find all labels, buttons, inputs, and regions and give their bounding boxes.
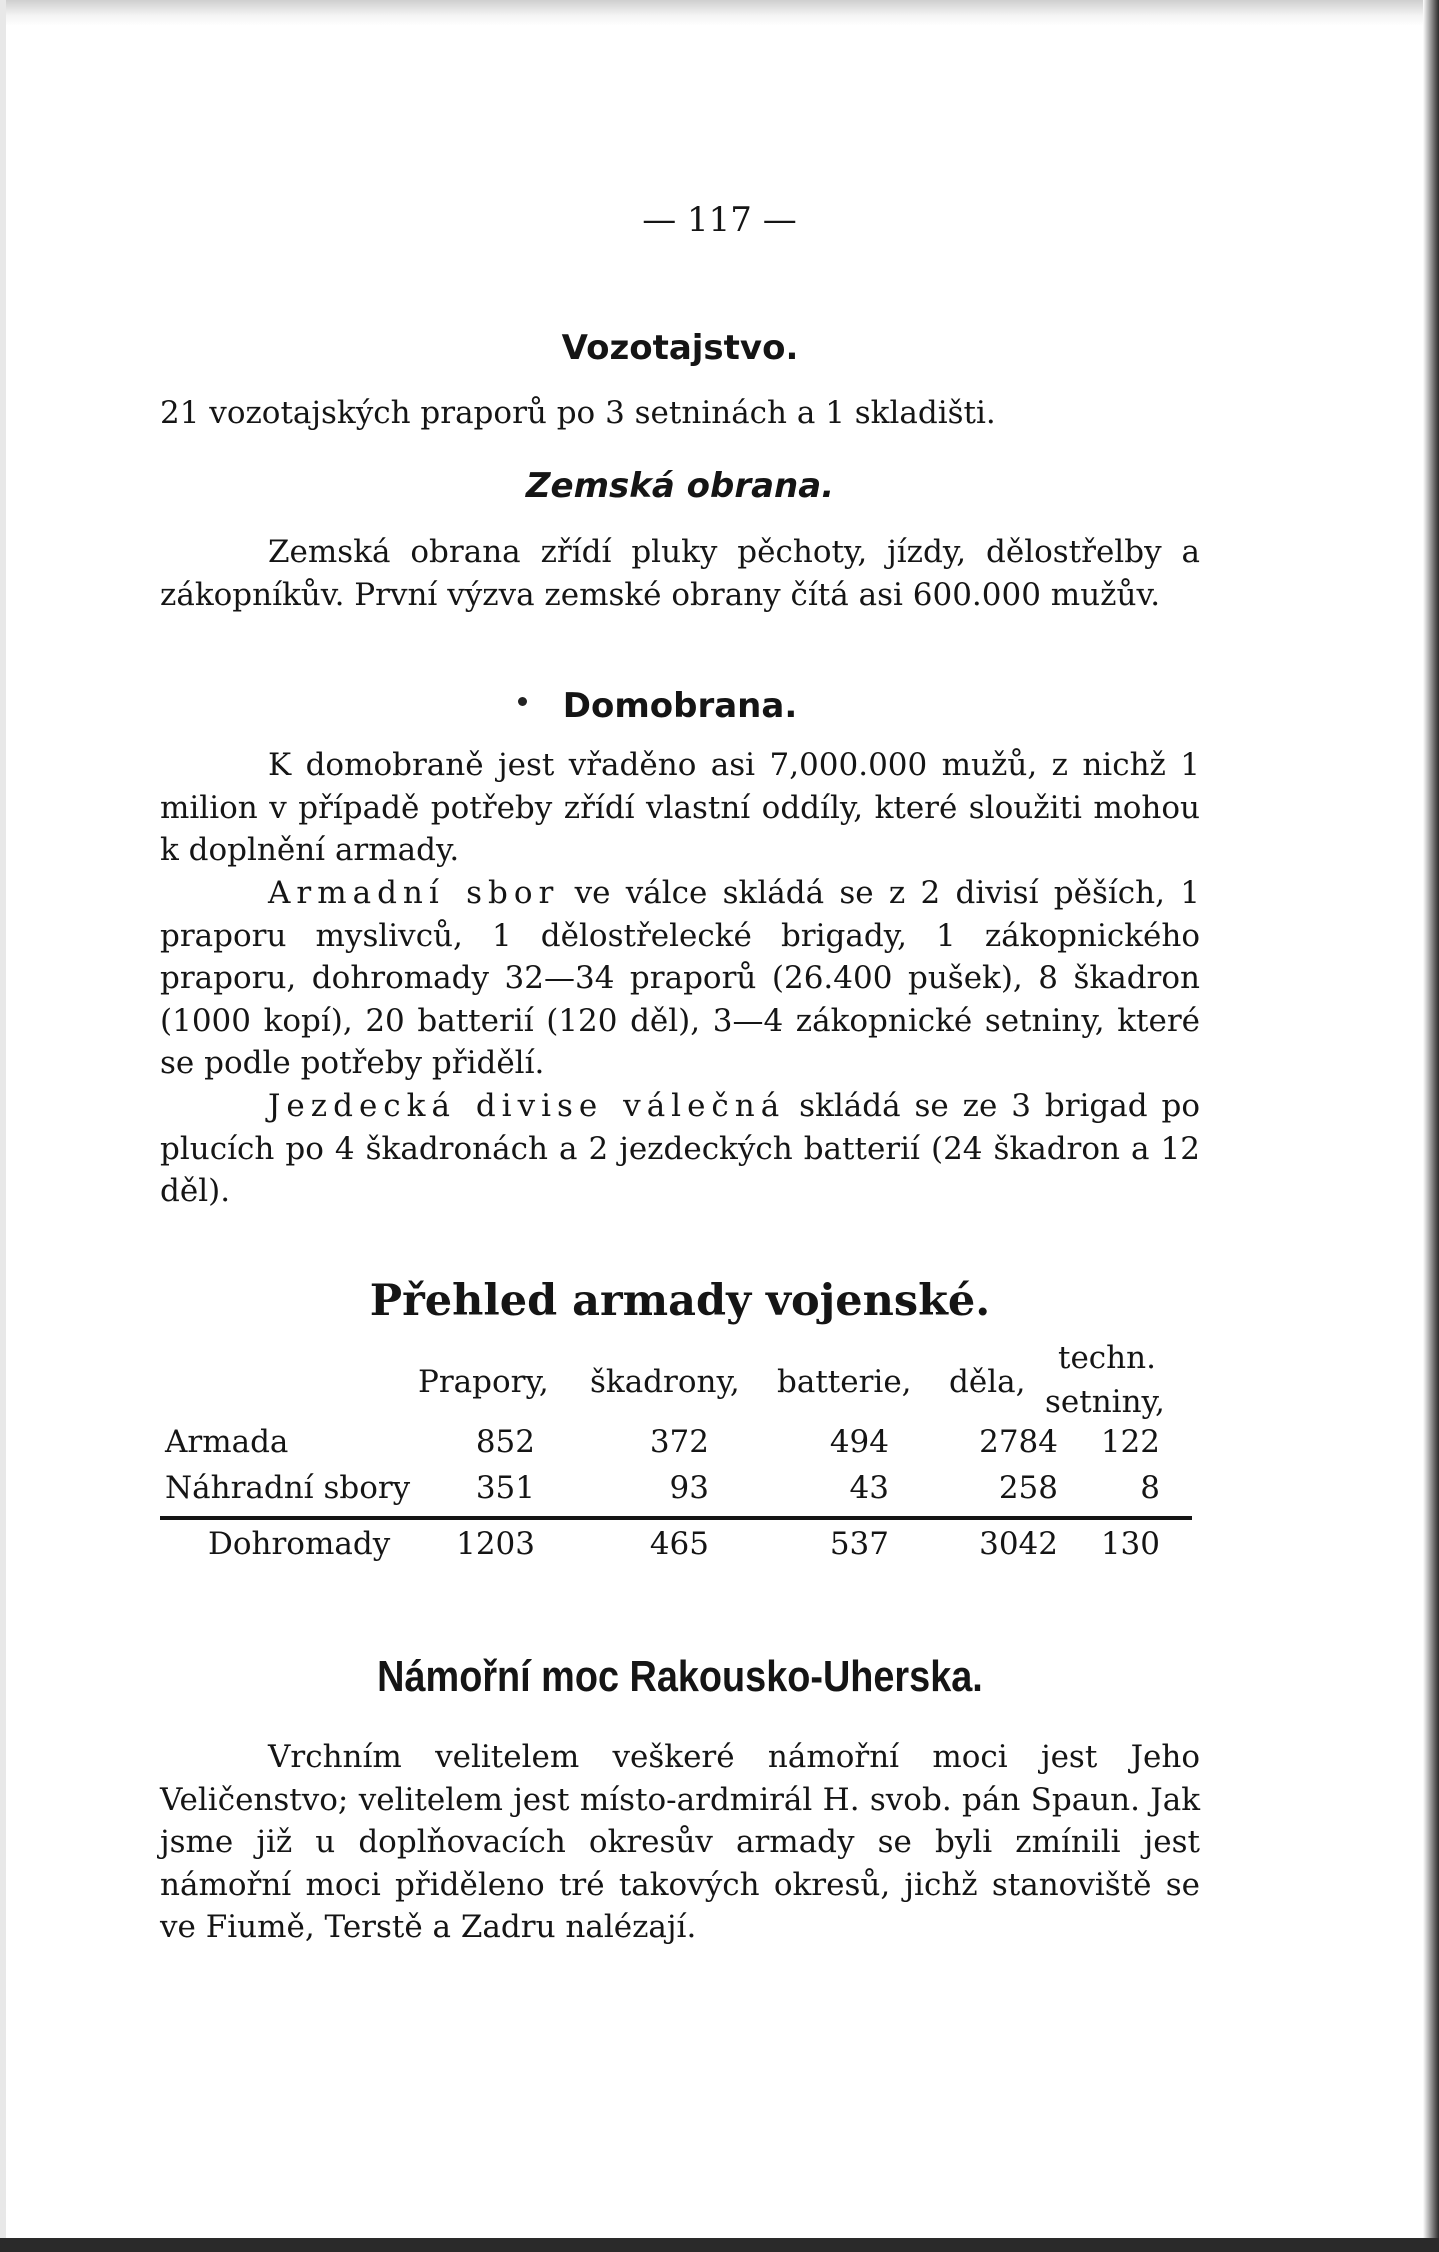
table-total-rule	[160, 1516, 1192, 1520]
paragraph-vozotajstvo: 21 vozotajských praporů po 3 setninách a 1 skladišti.	[160, 395, 996, 431]
table-total-row	[160, 1526, 1200, 1570]
total-batterie: 537	[829, 1526, 889, 1562]
cell-skadrony: 372	[649, 1424, 709, 1460]
cell-dela: 258	[998, 1470, 1058, 1506]
cell-batterie: 494	[829, 1424, 889, 1460]
row-label: Náhradní sbory	[165, 1470, 411, 1506]
spaced-term-jezdecka-divise: Jezdecká divise válečná	[268, 1088, 786, 1124]
col-header-skadrony: škadrony,	[590, 1364, 740, 1400]
page-top-shadow	[0, 0, 1439, 26]
total-skadrony: 465	[649, 1526, 709, 1562]
row-label: Armada	[165, 1424, 289, 1460]
total-label: Dohromady	[208, 1526, 391, 1562]
total-dela: 3042	[979, 1526, 1058, 1562]
col-header-setniny: setniny,	[1045, 1384, 1165, 1420]
page-number: — 117 —	[642, 200, 797, 240]
armadni-sbor-text: ve válce skládá se z 2 divisí pěších, 1 praporu myslivců, 1 dělostřelecké brigady, 1 zákopnického praporu, dohromady 32—34 praporů (26.400 pušek), 8 škadron (1000 kopí), 20 batterií (120 děl), 3—4 zákopnické setniny, které se podle potřeby přidělí.	[160, 875, 1200, 1081]
page-bottom-edge	[0, 2238, 1439, 2252]
col-header-techn: techn.	[1058, 1340, 1156, 1376]
total-techn: 130	[1100, 1526, 1160, 1562]
paragraph-zemska-obrana: Zemská obrana zřídí pluky pěchoty, jízdy, dělostřelby a zákopníkův. První výzva zemské obrany čítá asi 600.000 mužův.	[160, 534, 1200, 613]
table-row	[160, 1424, 1200, 1468]
cell-skadrony: 93	[669, 1470, 709, 1506]
paragraph-domobrana: K domobraně jest vřaděno asi 7,000.000 mužů, z nichž 1 milion v případě potřeby zřídí vlastní oddíly, které sloužiti mohou k doplnění armady.	[160, 747, 1200, 868]
col-header-dela: děla,	[949, 1364, 1026, 1400]
col-header-prapory: Prapory,	[418, 1364, 549, 1400]
total-prapory: 1203	[456, 1526, 535, 1562]
paragraph-navy: Vrchním velitelem veškeré námořní moci jest Jeho Veličenstvo; velitelem jest místo-ardmirál H. svob. pán Spaun. Jak jsme již u doplňovacích okresův armady se byli zmínili jest námořní moci přiděleno tré takových okresů, jichž stanoviště se ve Fiumě, Terstě a Zadru nalézají.	[160, 1739, 1200, 1945]
heading-domobrana: Domobrana.	[562, 686, 798, 726]
paragraph-armadni-sbor	[160, 872, 1200, 1085]
cell-dela: 2784	[979, 1424, 1058, 1460]
cell-techn: 122	[1100, 1424, 1160, 1460]
heading-navy: Námořní moc Rakousko-Uherska.	[377, 1652, 983, 1701]
cell-batterie: 43	[849, 1470, 889, 1506]
cell-techn: 8	[1140, 1470, 1160, 1506]
page-right-shadow	[1423, 0, 1439, 2252]
paragraph-jezdecka-divise	[160, 1085, 1200, 1213]
heading-vozotajstvo: Vozotajstvo.	[561, 328, 799, 368]
heading-zemska-obrana: Zemská obrana.	[525, 466, 835, 506]
spaced-term-armadni-sbor: Armadní sbor	[268, 875, 560, 911]
col-header-batterie: batterie,	[777, 1364, 912, 1400]
cell-prapory: 852	[475, 1424, 535, 1460]
jezdecka-divise-text: skládá se ze 3 brigad po plucích po 4 škadronách a 2 jezdeckých batterií (24 škadron a 12 děl).	[160, 1088, 1201, 1209]
cell-prapory: 351	[475, 1470, 535, 1506]
table-row	[160, 1470, 1200, 1514]
table-title: Přehled armady vojenské.	[369, 1276, 991, 1326]
